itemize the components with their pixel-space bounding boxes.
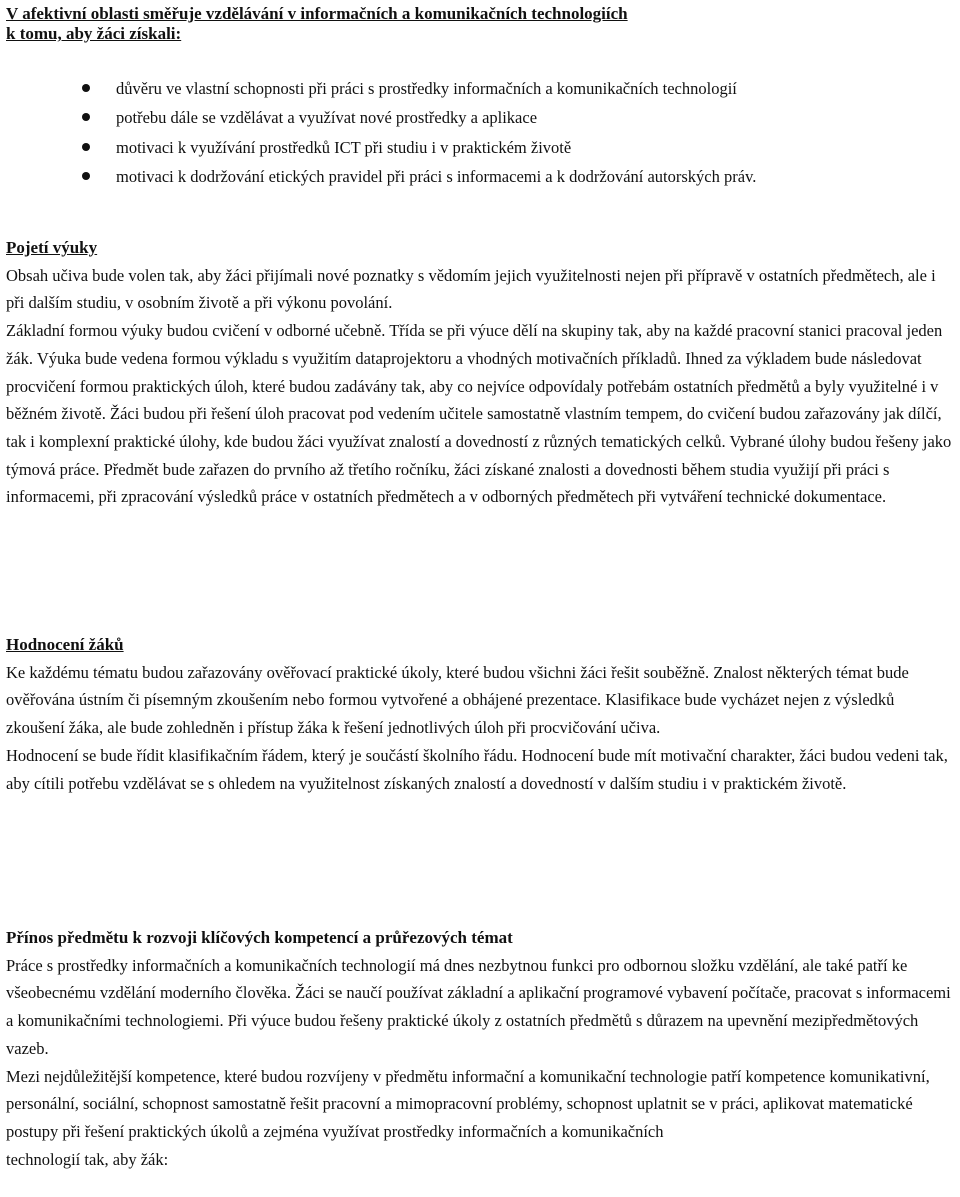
intro-bullet-list <box>0 74 756 191</box>
bullet-text: motivaci k využívání prostředků ICT při studiu i v praktickém životě <box>116 137 572 157</box>
paragraph: Ke každému tématu budou zařazovány ověřovací praktické úkoly, které budou všichni žáci řešit souběžně. Znalost některých témat bude ověřována ústním či písemným zkoušením nebo formou vytvořené a obhájené prezentace. Klasifikace bude vycházet nejen z výsledků zkoušení žáka, ale bude zohledněn i přístup žáka k řešení jednotlivých úloh při procvičování učiva. <box>6 662 909 738</box>
bullet-icon <box>82 84 90 92</box>
intro-heading <box>6 4 628 44</box>
paragraph-last-line: technologií tak, aby žák: <box>6 1149 169 1169</box>
section-hodnoceni <box>6 631 954 797</box>
paragraph: Mezi nejdůležitější kompetence, které budou rozvíjeny v předmětu informační a komunikační technologie patří kompetence komunikativní, personální, sociální, schopnost samostatně řešit pracovní a mimopracovní problémy, schopnost uplatnit se v práci, aplikovat matematické postupy při řešení praktických úkolů a zejména využívat prostředky informačních a komunikačních <box>6 1066 930 1141</box>
section-title: Přínos předmětu k rozvoji klíčových kompetencí a průřezových témat <box>6 928 513 947</box>
bullet-icon <box>82 172 90 180</box>
bullet-text: motivaci k dodržování etických pravidel při práci s informacemi a k dodržování autorských práv. <box>116 166 757 186</box>
section-pojeti <box>6 234 954 511</box>
intro-heading-line-2: k tomu, aby žáci získali: <box>6 24 182 43</box>
section-prinos <box>6 924 954 1173</box>
paragraph: Základní formou výuky budou cvičení v odborné učebně. Třída se při výuce dělí na skupiny tak, aby na každé pracovní stanici pracoval jeden žák. Výuka bude vedena formou výkladu s využitím dataprojektoru a vhodných motivačních příkladů. Ihned za výkladem bude následovat procvičení formou praktických úloh, které budou zadávány tak, aby co nejvíce odpovídaly potřebám ostatních předmětů a byly využitelné i v běžném životě. Žáci budou při řešení úloh pracovat pod vedením učitele samostatně vlastním tempem, do cvičení budou zařazovány jak dílčí, tak i komplexní praktické úlohy, kde budou žáci využívat znalostí a dovedností z různých tematických celků. Vybrané úlohy budou řešeny jako týmová práce. Předmět bude zařazen do prvního až třetího ročníku, žáci získané znalosti a dovednosti během studia využijí při práci s informacemi, při zpracování výsledků práce v ostatních předmětech a v odborných předmětech při vytváření technické dokumentace. <box>6 321 952 507</box>
section-title: Pojetí výuky <box>6 238 98 257</box>
list-item <box>0 162 756 191</box>
bullet-icon <box>82 143 90 151</box>
bullet-icon <box>82 113 90 121</box>
section-title: Hodnocení žáků <box>6 635 124 654</box>
paragraph: Práce s prostředky informačních a komunikačních technologií má dnes nezbytnou funkci pro odbornou složku vzdělání, ale také patří ke všeobecnému vzdělání moderního člověka. Žáci se naučí používat základní a aplikační programové vybavení počítače, pracovat s informacemi a komunikačními technologiemi. Při výuce budou řešeny praktické úkoly z ostatních předmětů s důrazem na upevnění mezipředmětových vazeb. <box>6 955 951 1058</box>
paragraph: Hodnocení se bude řídit klasifikačním řádem, který je součástí školního řádu. Hodnocení bude mít motivační charakter, žáci budou vedeni tak, aby cítili potřebu vzdělávat se s ohledem na využitelnost získaných znalostí a dovedností v dalším studiu i v praktickém životě. <box>6 745 948 793</box>
list-item <box>0 74 756 103</box>
bullet-text: potřebu dále se vzdělávat a využívat nové prostředky a aplikace <box>116 108 538 128</box>
list-item <box>0 103 756 132</box>
bullet-text: důvěru ve vlastní schopnosti při práci s prostředky informačních a komunikačních technologií <box>116 79 737 98</box>
paragraph: Obsah učiva bude volen tak, aby žáci přijímali nové poznatky s vědomím jejich využitelnosti nejen při přípravě v ostatních předmětech, ale i při dalším studiu, v osobním životě a při výkonu povolání. <box>6 265 936 313</box>
list-item <box>0 133 756 162</box>
intro-heading-line-1: V afektivní oblasti směřuje vzdělávání v informačních a komunikačních technologiích <box>6 4 628 23</box>
